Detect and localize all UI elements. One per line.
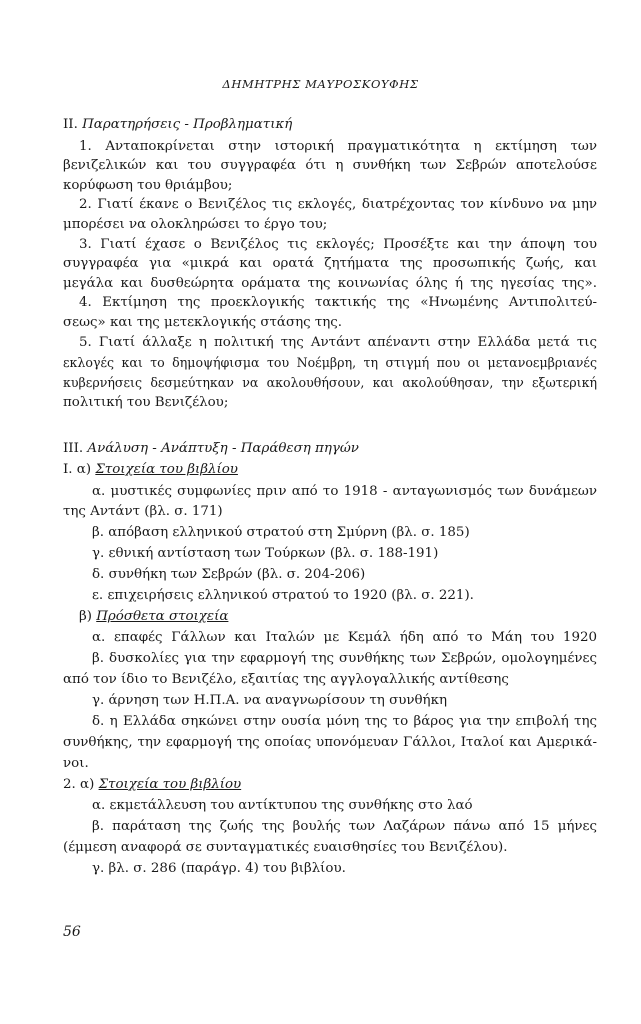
subsection-heading xyxy=(63,461,597,479)
subsection-heading xyxy=(63,776,597,794)
list-item: της Αντάντ (βλ. σ. 171) xyxy=(63,504,223,519)
subsection-prefix: Ι. α) xyxy=(63,462,92,477)
list-item: (έμμεση αναφορά σε συνταγματικές ευαισθησίες του Βενιζέλου). xyxy=(63,840,508,855)
section-iii-numeral: III. xyxy=(63,441,84,456)
list-item: β. απόβαση ελληνικού στρατού στη Σμύρνη (βλ. σ. 185) xyxy=(92,525,470,540)
section-ii-line: εκλογές και το δημοψήφισμα του Νοέμβρη, τη στιγμή που οι μετανοεμβριανές xyxy=(63,355,597,370)
section-ii-line: 3. Γιατί έχασε ο Βενιζέλος τις εκλογές; Προσέξτε και την άποψη του xyxy=(79,237,597,252)
subsection-heading xyxy=(79,608,597,626)
list-item: ε. επιχειρήσεις ελληνικού στρατού το 1920 (βλ. σ. 221). xyxy=(92,588,474,603)
section-ii-line: συγγραφέα για «μικρά και ορατά ζητήματα της προσωπικής ζωής, και xyxy=(63,256,597,271)
section-ii-heading xyxy=(63,116,597,134)
section-ii-title: Παρατηρήσεις - Προβληματική xyxy=(82,117,293,132)
section-ii-line: μεγάλα και δυσθεώρητα οράματα της κοινωνίας όλης ή της ηγεσίας της». xyxy=(63,276,597,291)
section-ii-numeral: II. xyxy=(63,117,78,132)
list-item: α. μυστικές συμφωνίες πριν από το 1918 - ανταγωνισμός των δυνάμεων xyxy=(92,484,597,499)
list-item: α. επαφές Γάλλων και Ιταλών με Κεμάλ ήδη από το Μάη του 1920 xyxy=(92,630,597,645)
list-item: νοι. xyxy=(63,756,89,771)
section-iii-title: Ανάλυση - Ανάπτυξη - Παράθεση πηγών xyxy=(87,441,359,456)
section-ii-line: 2. Γιατί έκανε ο Βενιζέλος τις εκλογές, διατρέχοντας τον κίνδυνο να μην xyxy=(79,197,597,212)
page-number: 56 xyxy=(63,924,81,940)
running-head: ΔΗΜΗΤΡΗΣ ΜΑΥΡΟΣΚΟΥΦΗΣ xyxy=(222,77,419,91)
subsection-title: Στοιχεία του βιβλίου xyxy=(95,462,238,477)
list-item: συνθήκης, την εφαρμογή της οποίας υπονόμευαν Γάλλοι, Ιταλοί και Αμερικά- xyxy=(63,735,597,750)
section-ii-line: κυβερνήσεις δεσμεύτηκαν να ακολουθήσουν, και ακολούθησαν, την εξωτερική xyxy=(63,375,597,390)
section-ii-line: 5. Γιατί άλλαξε η πολιτική της Αντάντ απέναντι στην Ελλάδα μετά τις xyxy=(79,335,597,350)
list-item: από τον ίδιο το Βενιζέλο, εξαιτίας της αγγλογαλλικής αντίθεσης xyxy=(63,672,509,687)
list-item: β. παράταση της ζωής της βουλής των Λαζάρων πάνω από 15 μήνες xyxy=(92,819,597,834)
subsection-title: Στοιχεία του βιβλίου xyxy=(98,777,242,792)
list-item: δ. συνθήκη των Σεβρών (βλ. σ. 204-206) xyxy=(92,567,366,582)
section-ii-line: 1. Ανταποκρίνεται στην ιστορική πραγματικότητα η εκτίμηση των xyxy=(79,139,597,154)
section-iii-heading xyxy=(63,440,597,458)
subsection-prefix: β) xyxy=(79,609,92,624)
section-ii-line: μπορέσει να ολοκληρώσει το έργο του; xyxy=(63,217,328,232)
list-item: β. δυσκολίες για την εφαρμογή της συνθήκης των Σεβρών, ομολογημένες xyxy=(92,651,597,666)
subsection-prefix: 2. α) xyxy=(63,777,95,792)
section-ii-line: κορύφωση του θριάμβου; xyxy=(63,178,233,193)
section-ii-line: πολιτική του Βενιζέλου; xyxy=(63,395,229,410)
list-item: α. εκμετάλλευση του αντίκτυπου της συνθήκης στο λαό xyxy=(92,798,473,813)
list-item: γ. βλ. σ. 286 (παράγρ. 4) του βιβλίου. xyxy=(92,861,346,876)
section-ii-line: βενιζελικών και του συγγραφέα ότι η συνθήκη των Σεβρών αποτελούσε xyxy=(63,158,597,173)
list-item: γ. άρνηση των Η.Π.Α. να αναγνωρίσουν τη συνθήκη xyxy=(92,693,447,708)
subsection-title: Πρόσθετα στοιχεία xyxy=(96,609,229,624)
list-item: δ. η Ελλάδα σηκώνει στην ουσία μόνη της το βάρος για την επιβολή της xyxy=(92,714,597,729)
list-item: γ. εθνική αντίσταση των Τούρκων (βλ. σ. 188-191) xyxy=(92,546,439,561)
section-ii-line: σεως» και της μετεκλογικής στάσης της. xyxy=(63,315,343,330)
section-ii-line: 4. Εκτίμηση της προεκλογικής τακτικής της «Ηνωμένης Αντιπολιτεύ- xyxy=(79,295,597,310)
